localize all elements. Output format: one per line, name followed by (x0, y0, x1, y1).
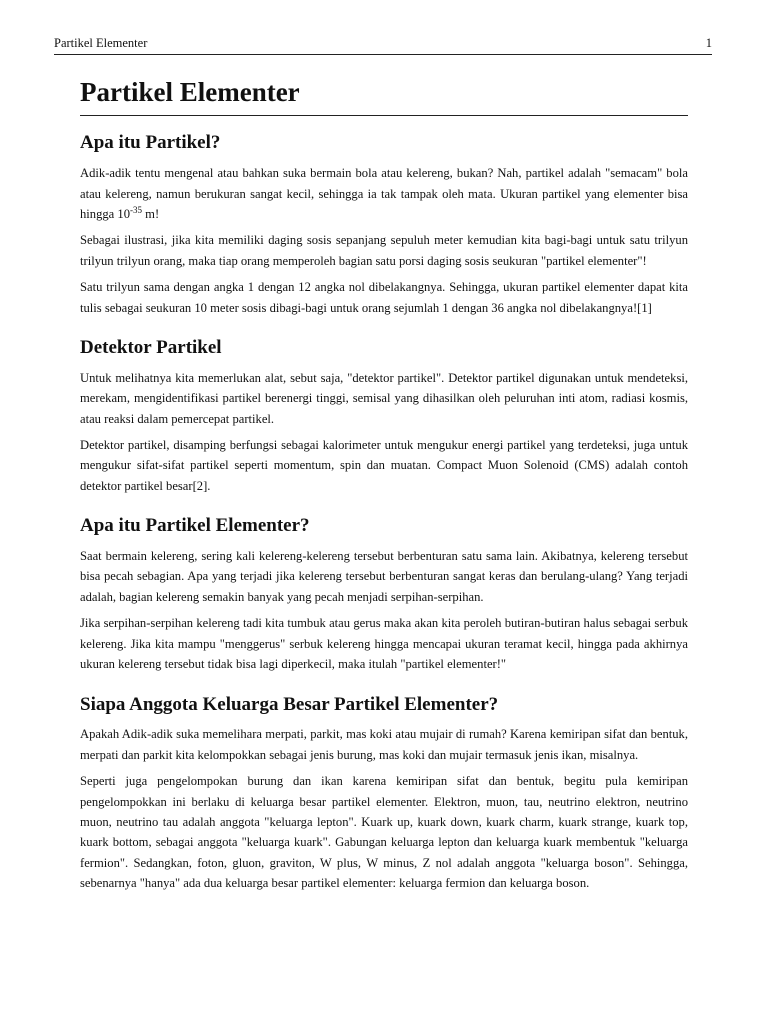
paragraph-text: m! (142, 207, 160, 221)
section-heading: Detektor Partikel (80, 337, 222, 359)
paragraph: Saat bermain kelereng, sering kali kelereng-kelereng tersebut berbenturan satu sama lain. Akibatnya, kelereng tersebut bisa pecah sebagian. Apa yang terjadi jika kelereng tersebut berbenturan sangat keras dan berulang-ulang? Yang terjadi adalah, bagian kelereng semakin banyak yang pecah menjadi serpihan-serpihan. (80, 549, 688, 604)
section-apa-itu-partikel (80, 132, 688, 318)
paragraph: Untuk melihatnya kita memerlukan alat, sebut saja, "detektor partikel". Detektor partikel digunakan untuk mendeteksi, merekam, mengidentifikasi partikel berenergi tinggi, semisal yang dihasilkan oleh peluruhan inti atom, radiasi kosmis, atau reaksi dalam pemercepat partikel. (80, 370, 688, 426)
page-content (80, 76, 688, 900)
paragraph: Satu trilyun sama dengan angka 1 dengan 12 angka nol dibelakangnya. Sehingga, ukuran partikel elementer dapat kita tulis sebagai seukuran 10 meter sosis dibagi-bagi untuk orang sejumlah 1 dengan 36 angka nol dibelakangnya![1] (80, 280, 688, 315)
section-apa-itu-partikel-elementer (80, 515, 688, 674)
paragraph: Detektor partikel, disamping berfungsi sebagai kalorimeter untuk mengukur energi partikel yang terdeteksi, juga untuk mengukur sifat-sifat partikel seperti momentum, spin dan muatan. Compact Muon Solenoid (CMS) adalah contoh detektor partikel besar[2]. (80, 438, 688, 493)
section-keluarga-partikel (80, 694, 688, 894)
exponent: -35 (130, 205, 143, 215)
paragraph: Seperti juga pengelompokan burung dan ikan karena kemiripan sifat dan bentuk, begitu pula kemiripan pengelompokkan ini berlaku di keluarga besar partikel elementer. Elektron, muon, tau, neutrino elektron, neutrino muon, neutrino tau adalah anggota "keluarga lepton". Kuark up, kuark down, kuark charm, kuark strange, kuark top, kuark bottom, sebagai anggota "keluarga kuark". Gabungan keluarga lepton dan keluarga kuark membentuk "keluarga fermion". Sedangkan, foton, gluon, graviton, W plus, W minus, Z nol adalah anggota "keluarga boson". Sehingga, sebenarnya "hanya" ada dua keluarga besar partikel elementer: keluarga fermion dan keluarga boson. (80, 774, 688, 891)
section-detektor-partikel (80, 337, 688, 496)
paragraph: Sebagai ilustrasi, jika kita memiliki daging sosis sepanjang sepuluh meter kemudian kita bagi-bagi untuk satu trilyun trilyun trilyun orang, maka tiap orang memperoleh bagian satu porsi daging sosis seukuran "partikel elementer"! (80, 233, 688, 268)
section-heading: Siapa Anggota Keluarga Besar Partikel Elementer? (80, 693, 499, 715)
paragraph (80, 163, 688, 224)
page-title: Partikel Elementer (80, 76, 688, 116)
section-heading: Apa itu Partikel? (80, 132, 221, 154)
paragraph: Jika serpihan-serpihan kelereng tadi kita tumbuk atau gerus maka akan kita peroleh butiran-butiran halus sebagai serbuk kelereng. Jika kita mampu "menggerus" serbuk kelereng hingga mencapai ukuran teramat kecil, hingga pada akhirnya ukuran kelereng tersebut tidak bisa lagi diperkecil, maka itulah "partikel elementer!" (80, 616, 688, 672)
running-title: Partikel Elementer (54, 36, 148, 50)
section-heading: Apa itu Partikel Elementer? (80, 515, 310, 537)
paragraph-text: Adik-adik tentu mengenal atau bahkan suka bermain bola atau kelereng, bukan? Nah, partikel adalah "semacam" bola atau kelereng, namun berukuran sangat kecil, sehingga ia tak tampak oleh mata. Ukuran partikel yang elementer bisa hingga 10 (80, 166, 688, 221)
paragraph: Apakah Adik-adik suka memelihara merpati, parkit, mas koki atau mujair di rumah? Karena kemiripan sifat dan bentuk, merpati dan parkit kita kelompokkan sebagai jenis burung, mas koki dan mujair termasuk jenis ikan, misalnya. (80, 727, 688, 762)
page-number: 1 (705, 36, 712, 50)
running-header (54, 36, 712, 55)
